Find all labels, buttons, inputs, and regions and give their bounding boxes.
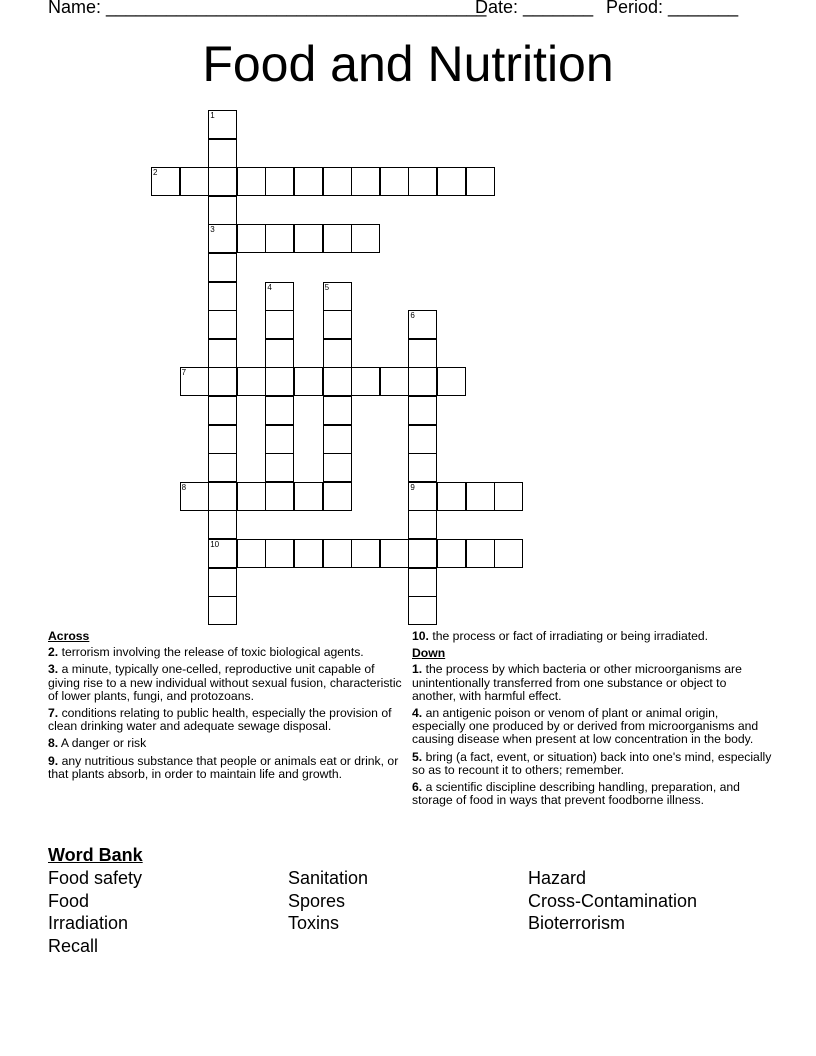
crossword-cell[interactable] (323, 367, 352, 396)
crossword-cell[interactable] (323, 396, 352, 425)
crossword-cell[interactable] (408, 367, 437, 396)
word-bank-item: Toxins (288, 913, 340, 933)
crossword-cell[interactable] (208, 196, 237, 225)
period-field-label: Period: _______ (606, 0, 739, 17)
crossword-cell[interactable] (408, 396, 437, 425)
crossword-cell[interactable] (408, 596, 437, 625)
crossword-cell[interactable] (265, 367, 294, 396)
crossword-cell[interactable] (208, 367, 237, 396)
crossword-cell[interactable] (323, 482, 352, 511)
cell-number: 7 (181, 368, 187, 378)
crossword-cell[interactable] (380, 167, 409, 196)
crossword-cell[interactable] (208, 167, 237, 196)
crossword-cell[interactable] (180, 367, 209, 396)
clue-across-8: 8. A danger or risk (48, 736, 147, 751)
cell-number: 10 (210, 540, 220, 549)
crossword-cell[interactable] (351, 539, 380, 568)
down-heading: Down (412, 646, 446, 661)
crossword-cell[interactable] (323, 425, 352, 454)
crossword-cell[interactable] (437, 367, 466, 396)
crossword-cell[interactable] (265, 425, 294, 454)
crossword-cell[interactable] (265, 310, 294, 339)
word-bank-item: Sanitation (288, 868, 369, 888)
word-bank-title: Word Bank (48, 845, 143, 865)
right-clues (412, 630, 772, 811)
crossword-cell[interactable] (294, 367, 323, 396)
crossword-cell[interactable] (208, 425, 237, 454)
crossword-cell[interactable] (265, 282, 294, 311)
crossword-cell[interactable] (208, 510, 237, 539)
word-bank-item: Irradiation (48, 913, 129, 933)
word-bank-item: Food (48, 891, 90, 911)
crossword-cell[interactable] (437, 539, 466, 568)
crossword-cell[interactable] (208, 596, 237, 625)
clue-across-3: 3. a minute, typically one-celled, reproductive unit capable of giving rise to a new individual without sexual fusion, characteristic of lower plants, fungi, and protozoans. (48, 662, 402, 703)
crossword-cell[interactable] (265, 453, 294, 482)
clue-down-4: 4. an antigenic poison or venom of plant or animal origin, especially one produced by or derived from microorganisms and causing disease when present at low concentration in the body. (412, 706, 759, 747)
clue-across-7: 7. conditions relating to public health, especially the provision of clean drinking water and adequate sewage disposal. (48, 706, 392, 734)
crossword-cell[interactable] (323, 224, 352, 253)
cell-number: 3 (210, 225, 215, 235)
crossword-cell[interactable] (351, 224, 380, 253)
word-bank-item: Hazard (528, 868, 587, 888)
cell-number: 5 (324, 282, 330, 292)
crossword-cell[interactable] (208, 310, 237, 339)
crossword-cell[interactable] (466, 539, 495, 568)
crossword-cell[interactable] (408, 482, 437, 511)
cell-number: 4 (267, 282, 272, 292)
across-clues (48, 630, 408, 785)
crossword-cell[interactable] (265, 396, 294, 425)
crossword-cell[interactable] (323, 453, 352, 482)
crossword-cell[interactable] (323, 167, 352, 196)
word-bank-item: Recall (48, 936, 99, 956)
crossword-cell[interactable] (294, 482, 323, 511)
crossword-cell[interactable] (265, 224, 294, 253)
crossword-cell[interactable] (323, 339, 352, 368)
page-title: Food and Nutrition (202, 36, 614, 92)
crossword-cell[interactable] (208, 453, 237, 482)
crossword-cell[interactable] (180, 167, 209, 196)
crossword-cell[interactable] (208, 568, 237, 597)
clue-down-6: 6. a scientific discipline describing handling, preparation, and storage of food in ways that prevent foodborne illness. (412, 780, 740, 808)
crossword-cell[interactable] (408, 568, 437, 597)
crossword-cell[interactable] (237, 539, 266, 568)
cell-number: 1 (210, 111, 215, 120)
crossword-cell[interactable] (323, 539, 352, 568)
crossword-cell[interactable] (323, 310, 352, 339)
crossword-cell[interactable] (408, 453, 437, 482)
crossword-cell[interactable] (208, 253, 237, 282)
crossword-cell[interactable] (466, 167, 495, 196)
crossword-cell[interactable] (294, 167, 323, 196)
across-heading: Across (48, 629, 90, 643)
clue-across-9: 9. any nutritious substance that people or animals eat or drink, or that plants absorb, in order to maintain life and growth. (48, 753, 399, 781)
crossword-cell[interactable] (208, 482, 237, 511)
crossword-cell[interactable] (408, 510, 437, 539)
crossword-cell[interactable] (408, 310, 437, 339)
crossword-cell[interactable] (437, 482, 466, 511)
crossword-cell[interactable] (208, 282, 237, 311)
crossword-cell[interactable] (265, 482, 294, 511)
crossword-cell[interactable] (351, 367, 380, 396)
crossword-cell[interactable] (466, 482, 495, 511)
crossword-cell[interactable] (437, 167, 466, 196)
crossword-cell[interactable] (237, 167, 266, 196)
cell-number: 2 (153, 168, 158, 178)
crossword-cell[interactable] (494, 539, 523, 568)
cell-number: 8 (181, 482, 187, 492)
crossword-cell[interactable] (408, 339, 437, 368)
crossword-cell[interactable] (237, 367, 266, 396)
crossword-cell[interactable] (323, 282, 352, 311)
crossword-cell[interactable] (265, 167, 294, 196)
crossword-cell[interactable] (294, 224, 323, 253)
crossword-cell[interactable] (494, 482, 523, 511)
crossword-cell[interactable] (208, 110, 237, 139)
crossword-cell[interactable] (208, 396, 237, 425)
name-field-label: Name: ______________________________________ (48, 0, 487, 17)
crossword-cell[interactable] (180, 482, 209, 511)
word-bank-item: Cross-Contamination (528, 891, 698, 911)
crossword-cell[interactable] (380, 367, 409, 396)
clue-across-10: 10. the process or fact of irradiating or being irradiated. (412, 629, 709, 643)
clue-across-2: 2. terrorism involving the release of toxic biological agents. (48, 645, 364, 660)
word-bank-item: Bioterrorism (528, 913, 626, 933)
crossword-cell[interactable] (237, 224, 266, 253)
cell-number: 9 (410, 482, 415, 492)
crossword-cell[interactable] (351, 167, 380, 196)
crossword-cell[interactable] (408, 167, 437, 196)
word-bank-item: Food safety (48, 868, 143, 888)
clue-down-5: 5. bring (a fact, event, or situation) back into one's mind, especially so as to recount it to others; remember. (412, 749, 772, 777)
crossword-cell[interactable] (151, 167, 180, 196)
crossword-cell[interactable] (408, 425, 437, 454)
crossword-cell[interactable] (294, 539, 323, 568)
cell-number: 6 (410, 311, 415, 321)
date-field-label: Date: _______ (475, 0, 594, 17)
crossword-cell[interactable] (265, 539, 294, 568)
word-bank-item: Spores (288, 891, 346, 911)
crossword-cell[interactable] (265, 339, 294, 368)
crossword-cell[interactable] (208, 224, 237, 253)
crossword-cell[interactable] (237, 482, 266, 511)
clue-down-1: 1. the process by which bacteria or other microorganisms are unintentionally transferred from one substance or object to another, with harmful effect. (412, 662, 742, 703)
crossword-cell[interactable] (408, 539, 437, 568)
crossword-cell[interactable] (208, 539, 237, 568)
crossword-cell[interactable] (208, 339, 237, 368)
crossword-cell[interactable] (208, 139, 237, 168)
crossword-cell[interactable] (380, 539, 409, 568)
